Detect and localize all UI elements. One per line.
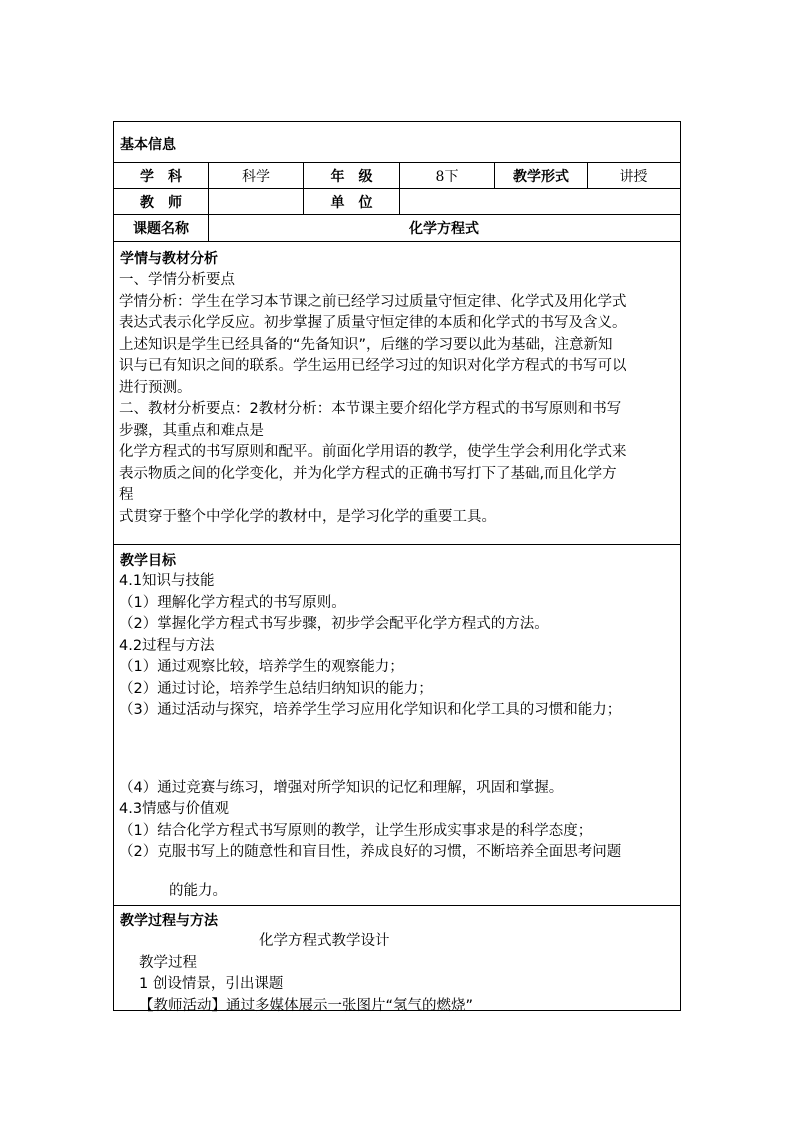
goal-line: （2）克服书写上的随意性和盲目性，养成良好的习惯，不断培养全面思考问题 [119,844,622,860]
teaching-form-label: 教学形式 [494,163,587,188]
topic-row [114,215,680,242]
goal-spacer [119,864,675,881]
unit-label: 单 位 [303,189,399,214]
goals-heading: 教学目标 [120,553,176,569]
analysis-body [119,270,675,528]
teacher-activity: 【教师活动】通过多媒体展示一张图片“氢气的燃烧” [139,997,474,1014]
goal-line: 4.3情感与价值观 [119,801,230,817]
grade-label: 年 级 [303,163,399,188]
teaching-form-value: 讲授 [587,163,679,188]
goal-line: （3）通过活动与探究，培养学生学习应用化学知识和化学工具的习惯和能力； [119,702,622,718]
process-subtitle: 教学过程 [139,954,197,971]
goal-line: （1）通过观察比较，培养学生的观察能力； [119,659,404,675]
analysis-line: 学情分析：学生在学习本节课之前已经学习过质量守恒定律、化学式及用化学式 [119,293,627,310]
goal-line: 的能力。 [169,882,227,899]
subject-value: 科学 [208,163,303,188]
analysis-line: 二、教材分析要点：2教材分析：本节课主要介绍化学方程式的书写原则和书写 [119,401,622,417]
goal-line: （1）结合化学方程式书写原则的教学，让学生形成实事求是的科学态度； [119,822,593,839]
analysis-line: 式贯穿于整个中学化学的教材中，是学习化学的重要工具。 [119,508,496,525]
goals-body [119,571,675,902]
process-heading: 教学过程与方法 [120,913,218,929]
teacher-label: 教 师 [140,194,182,211]
topic-value: 化学方程式 [208,215,679,241]
unit-value [399,189,679,214]
goal-line: （4）通过竞赛与练习，增强对所学知识的记忆和理解，巩固和掌握。 [119,779,564,796]
analysis-line: 化学方程式的书写原则和配平。前面化学用语的教学，使学生学会利用化学式来 [119,444,627,460]
goal-line: （2）掌握化学方程式书写步骤，初步学会配平化学方程式的方法。 [119,616,549,632]
analysis-line: 表示物质之间的化学变化，并为化学方程式的正确书写打下了基础,而且化学方 [119,465,617,482]
teacher-row [114,189,680,215]
process-step: 1 创设情景，引出课题 [139,976,284,992]
subject-row [114,163,680,189]
design-title: 化学方程式教学设计 [259,933,390,949]
basic-info-row [114,122,680,163]
goal-line: 4.2过程与方法 [119,637,215,654]
teacher-value [208,189,303,214]
analysis-line: 步骤，其重点和难点是 [119,422,264,439]
analysis-line: 识与已有知识之间的联系。学生运用已经学习过的知识对化学方程式的书写可以 [119,358,627,374]
process-section [114,906,680,1012]
subject-label: 学 科 [140,168,182,185]
analysis-line: 表达式表示化学反应。初步掌握了质量守恒定律的本质和化学式的书写及含义。 [119,315,627,331]
analysis-heading: 学情与教材分析 [120,251,218,267]
process-body [119,931,675,1017]
goals-section [114,545,680,906]
topic-label: 课题名称 [133,221,189,237]
goal-line: （1）理解化学方程式的书写原则。 [119,594,346,611]
goal-line: 4.1知识与技能 [119,573,215,589]
grade-value: 8下 [399,163,494,188]
analysis-line: 上述知识是学生已经具备的“先备知识”，后继的学习要以此为基础，注意新知 [119,336,613,353]
goal-spacer [119,722,675,778]
goal-line: （2）通过讨论，培养学生总结归纳知识的能力； [119,680,433,697]
basic-info-heading: 基本信息 [120,137,176,153]
lesson-plan-table [113,121,681,1014]
analysis-line: 一、学情分析要点 [119,272,235,288]
analysis-section [114,242,680,545]
analysis-line: 进行预测。 [119,379,192,396]
analysis-line: 程 [119,487,134,503]
